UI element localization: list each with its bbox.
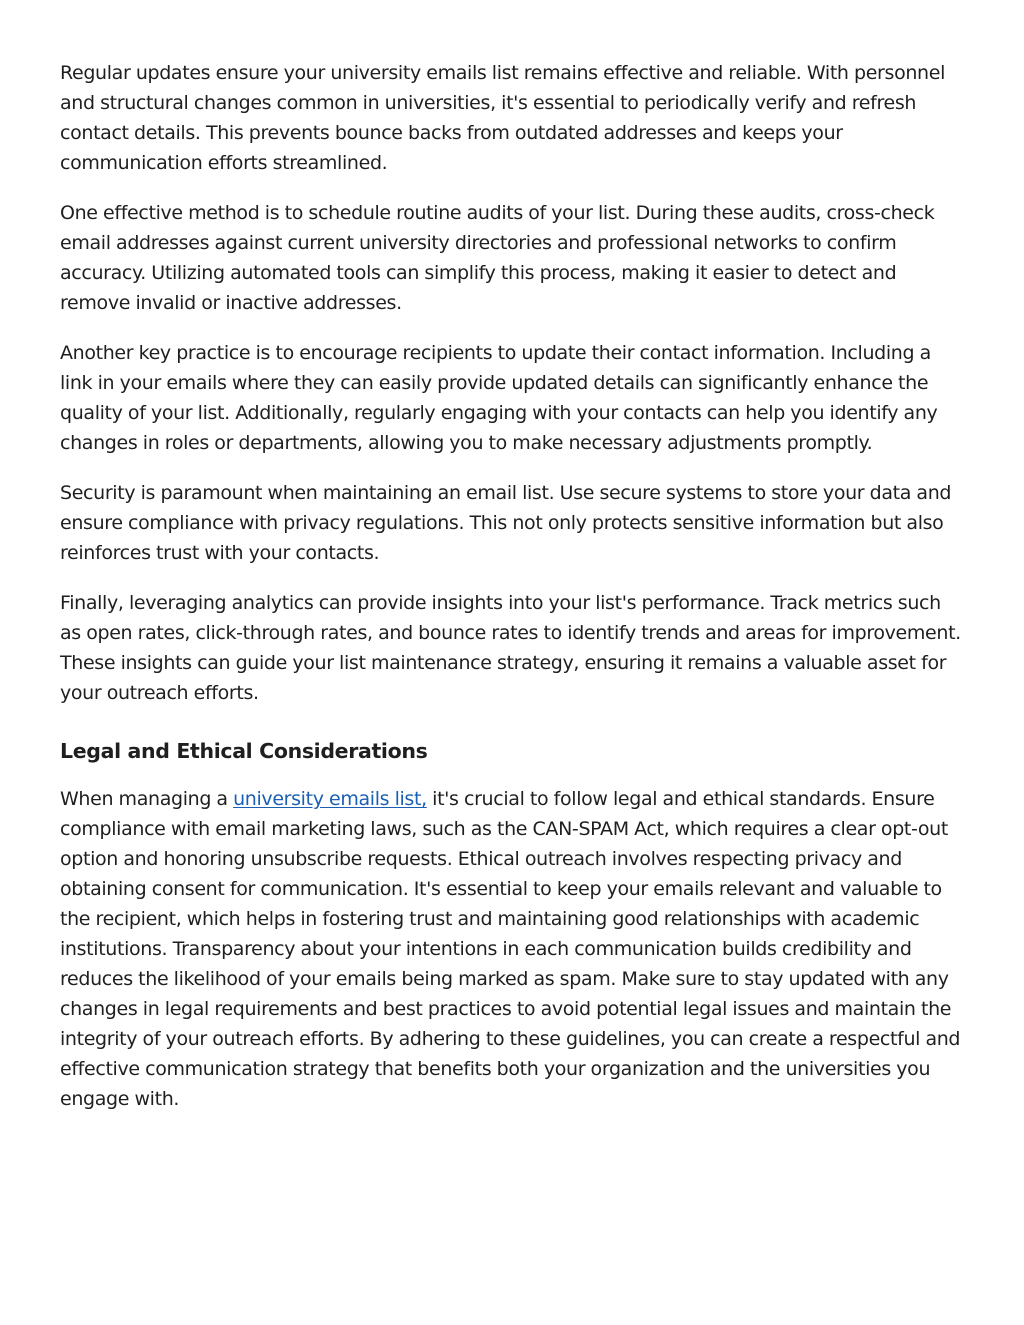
paragraph-regular-updates: Regular updates ensure your university emails list remains effective and reliable. With personnel and structural changes common in universities, it's essential to periodically verify and refresh contact details. This prevents bounce backs from outdated addresses and keeps your communication efforts streamlined. (60, 62, 945, 174)
section-heading: Legal and Ethical Considerations (60, 739, 428, 763)
legal-intro-text: When managing a (60, 788, 234, 810)
university-emails-list-link[interactable]: university emails list, (233, 788, 427, 810)
paragraph-legal-ethical (60, 784, 965, 1114)
paragraph-security: Security is paramount when maintaining an email list. Use secure systems to store your data and ensure compliance with privacy regulations. This not only protects sensitive information but also reinforces trust with your contacts. (60, 482, 952, 564)
document-body (60, 58, 965, 1134)
legal-body-text: it's crucial to follow legal and ethical standards. Ensure compliance with email marketing laws, such as the CAN-SPAM Act, which requires a clear opt-out option and honoring unsubscribe requests. Ethical outreach involves respecting privacy and obtaining consent for communication. It's essential to keep your emails relevant and valuable to the recipient, which helps in fostering trust and maintaining good relationships with academic institutions. Transparency about your intentions in each communication builds credibility and reduces the likelihood of your emails being marked as spam. Make sure to stay updated with any changes in legal requirements and best practices to avoid potential legal issues and maintain the integrity of your outreach efforts. By adhering to these guidelines, you can create a respectful and effective communication strategy that benefits both your organization and the universities you engage with. (60, 788, 961, 1110)
paragraph-update-contact-info: Another key practice is to encourage recipients to update their contact information. Including a link in your emails where they can easily provide updated details can significantly enhance the quality of your list. Additionally, regularly engaging with your contacts can help you identify any changes in roles or departments, allowing you to make necessary adjustments promptly. (60, 342, 938, 454)
paragraph-analytics: Finally, leveraging analytics can provide insights into your list's performance. Track metrics such as open rates, click-through rates, and bounce rates to identify trends and areas for improvement. These insights can guide your list maintenance strategy, ensuring it remains a valuable asset for your outreach efforts. (60, 592, 961, 704)
paragraph-routine-audits: One effective method is to schedule routine audits of your list. During these audits, cross-check email addresses against current university directories and professional networks to confirm accuracy. Utilizing automated tools can simplify this process, making it easier to detect and remove invalid or inactive addresses. (60, 202, 935, 314)
